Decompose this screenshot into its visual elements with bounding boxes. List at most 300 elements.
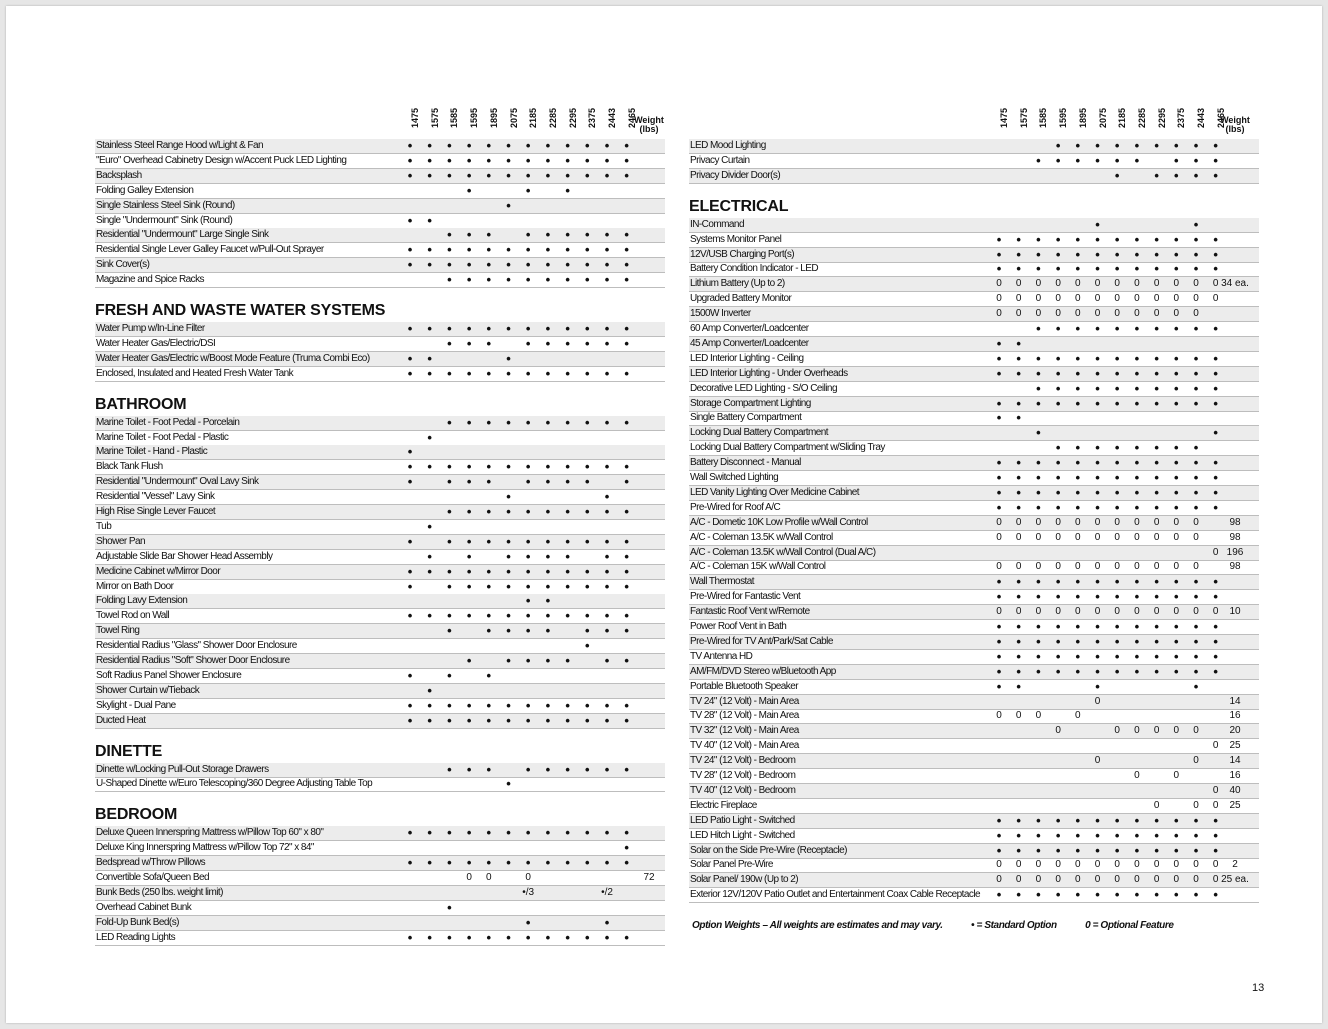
standard-mark: • [525, 712, 531, 728]
optional-mark: 0 [525, 872, 531, 883]
standard-mark: • [1154, 321, 1159, 336]
standard-mark: • [525, 227, 531, 243]
standard-mark: • [525, 272, 531, 288]
optional-mark: 0 [1075, 561, 1081, 573]
spec-label: Portable Bluetooth Speaker [690, 680, 799, 692]
standard-mark: • [624, 257, 629, 273]
model-header-2443 [1186, 107, 1206, 140]
standard-mark: •/2 [601, 886, 613, 898]
optional-mark: 0 [1055, 725, 1061, 737]
standard-mark: • [1213, 395, 1218, 411]
standard-mark: • [447, 321, 452, 336]
standard-mark: • [1213, 152, 1218, 168]
standard-mark: • [1016, 589, 1021, 605]
spec-row [95, 258, 665, 273]
standard-mark: • [525, 929, 531, 945]
standard-mark: • [486, 414, 492, 430]
model-header-2285 [1127, 107, 1147, 140]
spec-row [95, 550, 665, 565]
spec-label: TV 40" (12 Volt) - Bedroom [690, 784, 796, 796]
spec-row [689, 635, 1259, 650]
standard-mark: • [996, 470, 1002, 485]
optional-mark: 0 [1094, 278, 1101, 290]
standard-mark: • [1174, 499, 1179, 515]
model-header-1895 [1068, 107, 1088, 140]
standard-mark: • [1174, 440, 1179, 456]
optional-mark: 0 [1212, 784, 1219, 796]
optional-mark: 0 [1114, 516, 1120, 528]
standard-mark: • [1193, 261, 1199, 277]
standard-mark: • [1154, 350, 1159, 366]
standard-mark: • [604, 414, 610, 430]
optional-mark: 0 [1153, 874, 1160, 886]
standard-mark: • [1193, 440, 1199, 456]
standard-mark: • [447, 623, 452, 639]
standard-mark: • [486, 825, 492, 841]
standard-mark: • [427, 365, 432, 381]
standard-mark: • [1095, 648, 1100, 664]
standard-mark: • [624, 825, 629, 841]
spec-row [95, 243, 665, 258]
standard-mark: • [996, 410, 1002, 426]
standard-mark: • [604, 152, 610, 168]
spec-row [689, 516, 1259, 531]
spec-label: High Rise Single Lever Faucet [96, 506, 216, 517]
optional-mark: 0 [1114, 561, 1120, 573]
standard-mark: • [447, 825, 452, 841]
standard-mark: • [1193, 812, 1199, 828]
optional-mark: 0 [1173, 278, 1180, 290]
standard-mark: • [407, 855, 413, 871]
optional-mark: 0 [1015, 308, 1022, 320]
standard-mark: • [1134, 231, 1140, 247]
standard-mark: • [407, 667, 413, 683]
spec-label: Power Roof Vent in Bath [690, 621, 787, 632]
standard-mark: • [407, 152, 413, 168]
standard-mark: • [407, 563, 413, 579]
standard-mark: • [565, 712, 570, 728]
standard-mark: • [506, 257, 511, 273]
standard-mark: • [996, 365, 1002, 381]
standard-mark: • [1075, 827, 1081, 843]
spec-label: TV 24" (12 Volt) - Bedroom [690, 755, 796, 767]
optional-mark: 0 [996, 859, 1002, 871]
standard-mark: • [1095, 380, 1100, 396]
standard-mark: • [1213, 246, 1218, 262]
standard-mark: • [506, 855, 511, 871]
standard-mark: • [545, 257, 551, 273]
model-number: 1895 [488, 107, 499, 128]
model-number: 2375 [1176, 107, 1187, 128]
standard-mark: • [466, 365, 472, 381]
spec-label: Black Tank Flush [96, 461, 163, 473]
standard-mark: • [525, 167, 531, 183]
standard-mark: • [466, 712, 472, 728]
standard-mark: • [1193, 216, 1199, 232]
standard-mark: • [1134, 350, 1140, 366]
optional-mark: 0 [1153, 293, 1160, 305]
standard-mark: • [996, 246, 1002, 262]
spec-label: LED Interior Lighting - Ceiling [690, 352, 804, 364]
standard-mark: • [1193, 167, 1199, 183]
standard-mark: • [565, 855, 570, 871]
standard-mark: • [427, 712, 432, 728]
standard-mark: • [1075, 812, 1081, 828]
model-number: 1895 [1077, 107, 1088, 128]
standard-mark: • [1075, 633, 1081, 649]
standard-mark: • [407, 257, 413, 273]
standard-mark: • [565, 272, 570, 288]
standard-mark: • [545, 242, 551, 258]
standard-mark: • [407, 138, 413, 153]
optional-mark: 0 [996, 308, 1002, 320]
spec-row [95, 490, 665, 505]
standard-mark: • [506, 563, 511, 579]
spec-label: Storage Compartment Lighting [690, 397, 811, 409]
spec-row [95, 228, 665, 243]
spec-row [689, 784, 1259, 799]
weight-value: 25 ea. [1221, 874, 1249, 886]
model-number: 1595 [1058, 107, 1069, 128]
optional-mark: 0 [996, 293, 1002, 305]
optional-mark: 0 [1015, 561, 1022, 573]
optional-mark: 0 [1173, 859, 1180, 871]
weight-value: 10 [1229, 606, 1241, 618]
spec-label: Single "Undermount" Sink (Round) [96, 214, 233, 226]
standard-mark: • [1213, 633, 1218, 649]
spec-row [95, 856, 665, 871]
standard-mark: • [624, 697, 629, 713]
spec-row [689, 814, 1259, 829]
optional-mark: 0 [1035, 874, 1042, 886]
standard-mark: • [1036, 648, 1041, 664]
standard-mark: • [486, 272, 492, 288]
standard-mark: • [1055, 365, 1061, 381]
standard-mark: • [466, 608, 472, 624]
standard-mark: • [506, 504, 511, 519]
standard-mark: • [1016, 678, 1021, 694]
standard-mark: • [545, 138, 551, 153]
spec-label: 12V/USB Charging Port(s) [690, 248, 795, 260]
spec-label: Fold-Up Bunk Bed(s) [96, 916, 179, 928]
standard-mark: • [1213, 619, 1218, 634]
standard-mark: • [1075, 261, 1081, 277]
spec-row [95, 826, 665, 841]
model-number: 1595 [469, 107, 480, 128]
standard-mark: • [486, 855, 492, 871]
optional-mark: 0 [1212, 546, 1219, 558]
spec-label: Marine Toilet - Foot Pedal - Porcelain [96, 416, 240, 428]
standard-mark: • [486, 257, 492, 273]
standard-mark: • [427, 608, 432, 624]
spec-row [689, 367, 1259, 382]
standard-mark: • [1174, 827, 1179, 843]
weight-value: 16 [1229, 770, 1241, 781]
standard-mark: • [604, 761, 610, 777]
standard-mark: • [1016, 619, 1021, 634]
standard-mark: • [1114, 589, 1120, 605]
standard-mark: • [407, 459, 413, 475]
spec-row [689, 154, 1259, 169]
standard-mark: • [624, 335, 629, 351]
section-title-dinette: DINETTE [95, 742, 163, 760]
model-number: 2075 [508, 107, 519, 128]
standard-mark: • [407, 365, 413, 381]
standard-mark: • [1213, 827, 1218, 843]
standard-mark: • [624, 608, 629, 624]
section-title-electrical: ELECTRICAL [689, 197, 789, 215]
standard-mark: • [1075, 619, 1081, 634]
standard-mark: • [1114, 455, 1120, 471]
optional-mark: 0 [1212, 278, 1219, 290]
standard-mark: • [447, 459, 452, 475]
standard-mark: • [1174, 842, 1179, 858]
optional-mark: 0 [1035, 561, 1042, 573]
spec-row [95, 777, 665, 792]
standard-mark: • [1036, 499, 1041, 515]
standard-mark: • [604, 929, 610, 945]
spec-row [95, 199, 665, 214]
standard-mark: • [1114, 619, 1120, 634]
standard-mark: • [996, 261, 1002, 277]
standard-mark: • [1134, 470, 1140, 485]
standard-mark: • [506, 697, 511, 713]
standard-mark: • [486, 578, 492, 594]
spec-row [689, 352, 1259, 367]
optional-mark: 0 [1134, 516, 1140, 528]
optional-mark: 0 [1055, 531, 1061, 543]
optional-mark: 0 [1055, 293, 1061, 305]
standard-mark: • [996, 827, 1002, 843]
standard-mark: • [466, 227, 472, 243]
spec-row [95, 714, 665, 729]
standard-mark: • [447, 712, 452, 728]
standard-mark: • [585, 712, 590, 728]
optional-mark: 0 [1035, 531, 1042, 543]
standard-mark: • [525, 182, 531, 198]
model-number: 2185 [1117, 107, 1128, 128]
spec-row [689, 709, 1259, 724]
standard-mark: • [565, 365, 570, 381]
standard-mark: • [486, 321, 492, 336]
standard-mark: • [506, 414, 511, 430]
standard-mark: • [1213, 648, 1218, 664]
standard-mark: • [1154, 440, 1159, 456]
spec-label: TV 28" (12 Volt) - Bedroom [690, 770, 796, 781]
weight-value: 16 [1229, 710, 1241, 722]
model-header-2075 [1088, 107, 1108, 140]
standard-mark: • [427, 548, 432, 564]
standard-mark: • [545, 272, 551, 288]
spec-label: TV 28" (12 Volt) - Main Area [690, 710, 799, 722]
standard-mark: • [624, 548, 629, 564]
optional-mark: 0 [1134, 293, 1140, 305]
spec-page [6, 6, 1322, 1023]
optional-mark: 0 [1153, 859, 1160, 871]
standard-mark: • [565, 697, 570, 713]
optional-mark: 0 [1015, 278, 1022, 290]
optional-mark: 0 [1055, 278, 1061, 290]
optional-mark: 0 [1153, 308, 1160, 320]
standard-mark: • [1174, 887, 1179, 903]
standard-mark: • [585, 638, 590, 654]
standard-mark: • [545, 697, 551, 713]
standard-mark: • [565, 414, 570, 430]
standard-mark: • [1036, 619, 1041, 634]
standard-mark: • [486, 608, 492, 624]
standard-mark: • [1134, 138, 1140, 153]
standard-mark: • [604, 489, 610, 505]
standard-mark: • [996, 648, 1002, 664]
standard-mark: • [1134, 395, 1140, 411]
standard-mark: • [1213, 484, 1218, 500]
standard-mark: • [466, 929, 472, 945]
standard-mark: • [466, 414, 472, 430]
spec-row [95, 609, 665, 624]
standard-mark: • [1095, 842, 1100, 858]
spec-label: AM/FM/DVD Stereo w/Bluetooth App [690, 665, 836, 677]
standard-mark: • [447, 929, 452, 945]
standard-mark: • [565, 167, 570, 183]
standard-mark: • [1075, 887, 1081, 903]
standard-mark: • [427, 321, 432, 336]
standard-mark: • [486, 667, 492, 683]
spec-row [689, 292, 1259, 307]
model-header-1575 [1009, 107, 1029, 140]
standard-mark: • [565, 653, 570, 668]
weight-header [631, 116, 667, 134]
standard-mark: • [1114, 395, 1120, 411]
standard-mark: • [407, 578, 413, 594]
standard-mark: • [1114, 633, 1120, 649]
standard-mark: • [486, 697, 492, 713]
optional-mark: 0 [1114, 606, 1120, 618]
standard-mark: • [565, 825, 570, 841]
standard-mark: • [1016, 633, 1021, 649]
standard-mark: • [447, 899, 452, 915]
standard-mark: • [407, 167, 413, 183]
standard-mark: • [447, 167, 452, 183]
optional-mark: 0 [1193, 725, 1199, 737]
standard-mark: • [1016, 484, 1021, 500]
spec-label: Water Heater Gas/Electric/DSI [96, 337, 216, 349]
model-header-1595 [1048, 107, 1069, 140]
standard-mark: • [585, 138, 590, 153]
spec-label: Ducted Heat [96, 714, 146, 726]
standard-mark: • [427, 518, 432, 534]
standard-mark: • [585, 365, 590, 381]
standard-mark: • [466, 504, 472, 519]
spec-label: Bedspread w/Throw Pillows [96, 857, 206, 869]
standard-mark: • [525, 563, 531, 579]
standard-mark: • [1193, 365, 1199, 381]
weight-value: 98 [1229, 531, 1241, 543]
standard-mark: • [996, 619, 1002, 634]
spec-label: Backsplash [96, 169, 142, 181]
weight-value: 20 [1229, 725, 1241, 737]
standard-mark: • [1055, 842, 1061, 858]
spec-row [689, 277, 1259, 292]
standard-mark: • [1075, 321, 1081, 336]
spec-row [95, 352, 665, 367]
standard-mark: • [996, 678, 1002, 694]
standard-mark: • [624, 504, 629, 519]
standard-mark: • [525, 414, 531, 430]
standard-mark: • [565, 929, 570, 945]
standard-mark: • [1174, 619, 1179, 634]
optional-mark: 0 [1134, 874, 1140, 886]
standard-mark: • [486, 242, 492, 258]
standard-mark: • [486, 761, 492, 777]
optional-mark: 0 [1075, 859, 1081, 871]
standard-mark: • [1095, 678, 1100, 694]
standard-mark: • [1193, 499, 1199, 515]
standard-mark: • [585, 474, 590, 490]
standard-mark: • [1154, 365, 1159, 381]
standard-mark: • [1095, 812, 1100, 828]
spec-label: Privacy Divider Door(s) [690, 169, 781, 181]
standard-mark: • [624, 227, 629, 243]
standard-mark: • [624, 761, 629, 777]
standard-mark: • [486, 623, 492, 639]
spec-row [689, 605, 1259, 620]
standard-mark: • [407, 474, 413, 490]
standard-mark: • [1036, 633, 1041, 649]
standard-mark: • [466, 182, 472, 198]
standard-mark: • [525, 578, 531, 594]
model-number: 2465 [1215, 107, 1226, 128]
optional-mark: 0 [996, 516, 1002, 528]
optional-mark: 0 [1134, 725, 1140, 737]
standard-mark: • [1016, 827, 1021, 843]
standard-mark: • [545, 548, 551, 564]
standard-mark: • [1055, 827, 1061, 843]
spec-row [95, 594, 665, 609]
standard-mark: • [1016, 455, 1021, 471]
standard-mark: • [506, 578, 511, 594]
optional-mark: 0 [1173, 725, 1180, 737]
standard-mark: • [545, 414, 551, 430]
optional-mark: 0 [1035, 710, 1042, 722]
optional-mark: 0 [1075, 874, 1081, 886]
standard-mark: • [466, 548, 472, 564]
weight-value: 25 [1229, 740, 1241, 752]
spec-label: Locking Dual Battery Compartment w/Sliding Tray [690, 442, 885, 454]
standard-mark: • [1095, 589, 1100, 605]
spec-label: Locking Dual Battery Compartment [690, 427, 829, 439]
standard-mark: • [486, 138, 492, 153]
standard-mark: • [585, 533, 590, 549]
optional-mark: 0 [1094, 874, 1101, 886]
standard-mark: • [565, 608, 570, 624]
standard-mark: • [427, 459, 432, 475]
standard-mark: • [407, 712, 413, 728]
model-header-2285 [538, 107, 558, 140]
model-header-2185 [1107, 107, 1128, 140]
standard-mark: • [506, 653, 511, 668]
spec-row [95, 337, 665, 352]
standard-mark: • [1095, 395, 1100, 411]
standard-mark: • [1055, 484, 1061, 500]
spec-label: Wall Switched Lighting [690, 472, 779, 483]
standard-mark: • [1075, 440, 1081, 456]
optional-mark: 0 [996, 531, 1002, 543]
standard-mark: • [407, 533, 413, 549]
standard-mark: • [1114, 887, 1120, 903]
standard-mark: • [486, 459, 492, 475]
standard-mark: • [525, 321, 531, 336]
spec-row [689, 680, 1259, 695]
